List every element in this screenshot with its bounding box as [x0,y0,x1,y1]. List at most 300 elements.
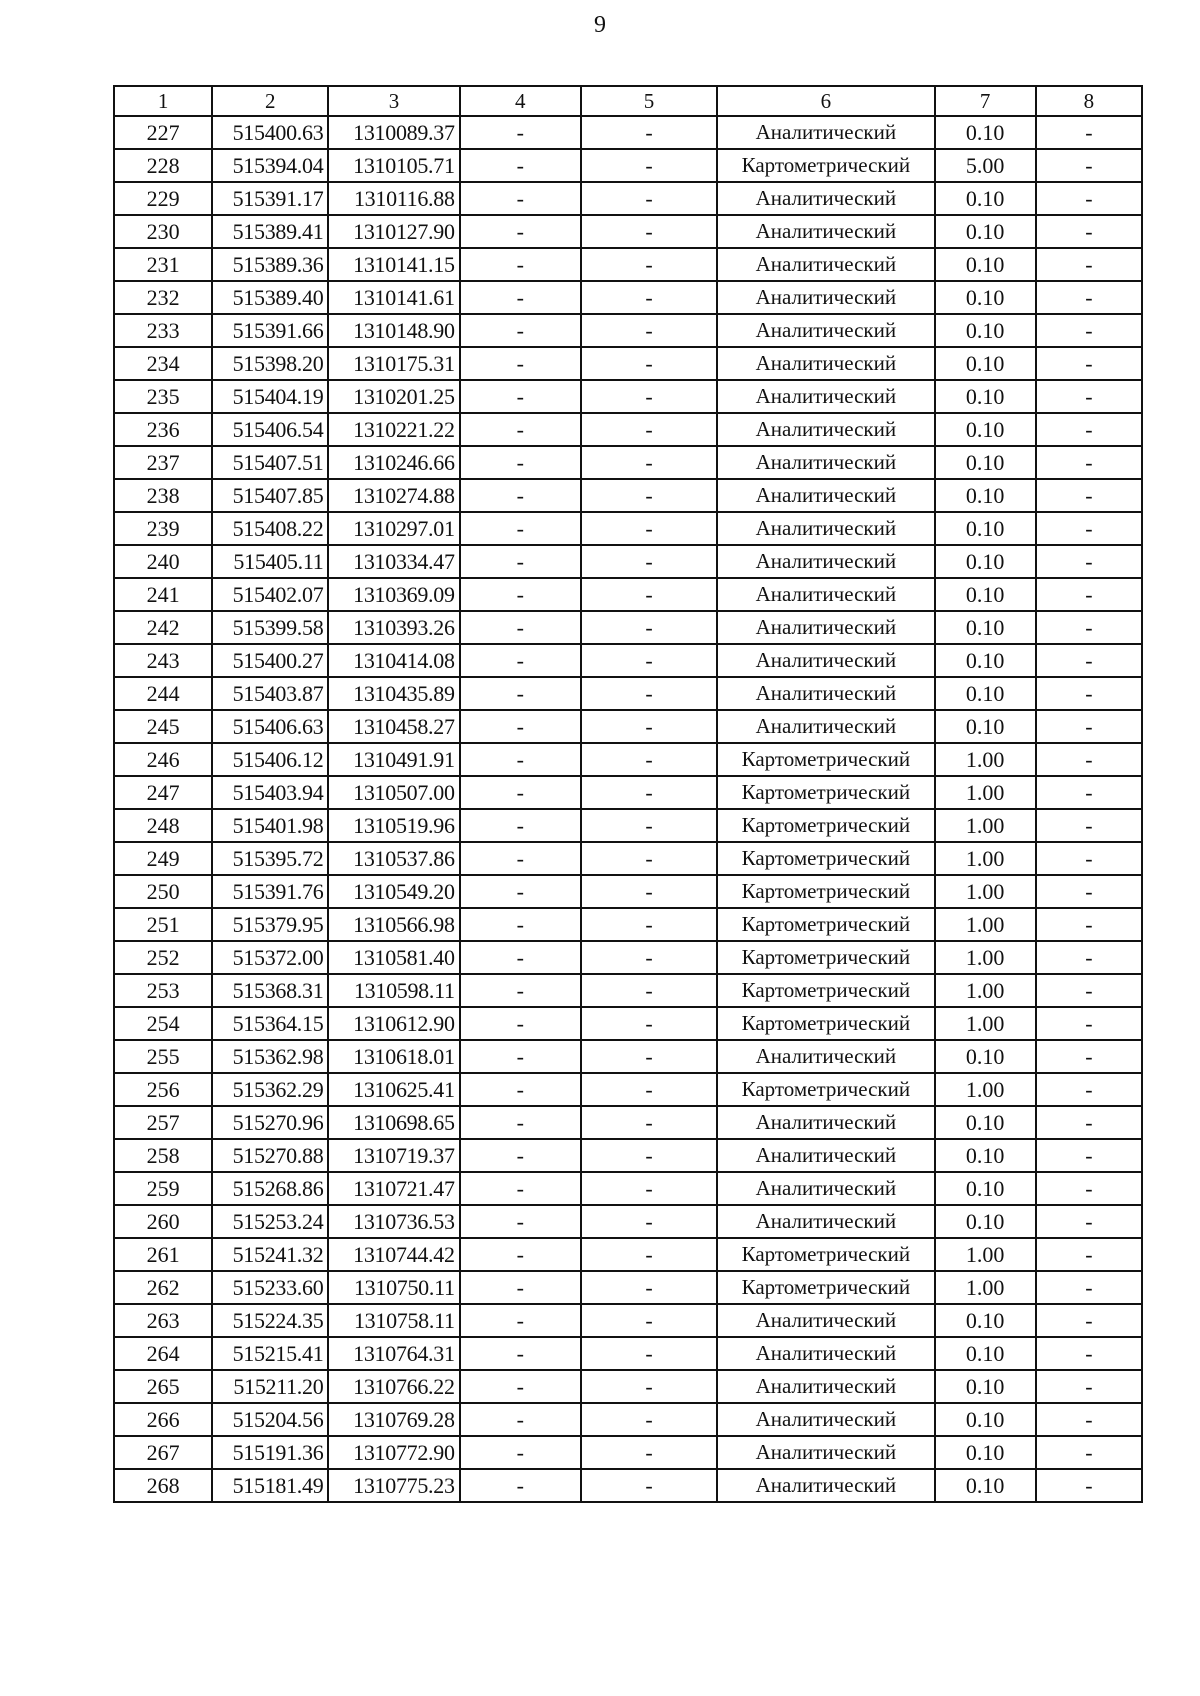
cell-col-5: - [581,1073,717,1106]
cell-point-number: 263 [114,1304,212,1337]
cell-col-4: - [460,380,581,413]
cell-method: Картометрический [717,1007,934,1040]
cell-col-8: - [1036,1040,1142,1073]
cell-point-number: 233 [114,314,212,347]
table-row [114,149,1142,182]
cell-point-number: 238 [114,479,212,512]
cell-x-coordinate: 515399.58 [212,611,328,644]
cell-y-coordinate: 1310458.27 [328,710,459,743]
cell-col-5: - [581,1238,717,1271]
cell-accuracy: 1.00 [935,1271,1036,1304]
cell-y-coordinate: 1310612.90 [328,1007,459,1040]
cell-col-5: - [581,842,717,875]
table-row [114,743,1142,776]
table-row [114,644,1142,677]
table-row [114,842,1142,875]
cell-col-5: - [581,248,717,281]
cell-x-coordinate: 515395.72 [212,842,328,875]
cell-point-number: 253 [114,974,212,1007]
cell-x-coordinate: 515268.86 [212,1172,328,1205]
column-header-8: 8 [1036,86,1142,116]
cell-point-number: 247 [114,776,212,809]
cell-accuracy: 0.10 [935,545,1036,578]
cell-accuracy: 0.10 [935,677,1036,710]
table-row [114,677,1142,710]
cell-x-coordinate: 515408.22 [212,512,328,545]
cell-accuracy: 1.00 [935,941,1036,974]
cell-col-5: - [581,182,717,215]
cell-accuracy: 0.10 [935,578,1036,611]
cell-point-number: 249 [114,842,212,875]
cell-col-5: - [581,149,717,182]
cell-col-8: - [1036,545,1142,578]
cell-col-8: - [1036,644,1142,677]
cell-col-5: - [581,809,717,842]
cell-col-5: - [581,1370,717,1403]
cell-col-5: - [581,347,717,380]
cell-point-number: 258 [114,1139,212,1172]
cell-col-5: - [581,743,717,776]
cell-col-5: - [581,1106,717,1139]
cell-col-8: - [1036,1469,1142,1502]
cell-method: Аналитический [717,1106,934,1139]
cell-x-coordinate: 515204.56 [212,1403,328,1436]
cell-col-8: - [1036,1073,1142,1106]
cell-accuracy: 0.10 [935,1304,1036,1337]
cell-x-coordinate: 515405.11 [212,545,328,578]
cell-col-4: - [460,908,581,941]
cell-y-coordinate: 1310201.25 [328,380,459,413]
column-header-5: 5 [581,86,717,116]
cell-y-coordinate: 1310491.91 [328,743,459,776]
cell-point-number: 256 [114,1073,212,1106]
table-row [114,941,1142,974]
cell-point-number: 239 [114,512,212,545]
cell-x-coordinate: 515400.63 [212,116,328,149]
cell-col-8: - [1036,1304,1142,1337]
cell-method: Аналитический [717,314,934,347]
cell-col-5: - [581,413,717,446]
cell-x-coordinate: 515407.85 [212,479,328,512]
cell-point-number: 261 [114,1238,212,1271]
cell-point-number: 267 [114,1436,212,1469]
cell-y-coordinate: 1310750.11 [328,1271,459,1304]
table-row [114,710,1142,743]
table-row [114,314,1142,347]
cell-point-number: 262 [114,1271,212,1304]
table-row [114,281,1142,314]
cell-point-number: 229 [114,182,212,215]
cell-x-coordinate: 515406.63 [212,710,328,743]
table-row [114,611,1142,644]
cell-col-8: - [1036,1139,1142,1172]
cell-col-5: - [581,1304,717,1337]
table-row [114,974,1142,1007]
cell-method: Аналитический [717,710,934,743]
cell-col-4: - [460,578,581,611]
cell-col-8: - [1036,281,1142,314]
cell-col-8: - [1036,611,1142,644]
cell-method: Аналитический [717,215,934,248]
cell-col-4: - [460,248,581,281]
cell-accuracy: 0.10 [935,446,1036,479]
cell-col-4: - [460,1205,581,1238]
cell-col-8: - [1036,413,1142,446]
cell-col-4: - [460,347,581,380]
cell-col-8: - [1036,875,1142,908]
cell-col-8: - [1036,578,1142,611]
cell-col-8: - [1036,1436,1142,1469]
cell-point-number: 246 [114,743,212,776]
cell-accuracy: 0.10 [935,116,1036,149]
cell-col-8: - [1036,446,1142,479]
coordinates-table [113,85,1143,1503]
cell-col-4: - [460,413,581,446]
cell-method: Картометрический [717,941,934,974]
cell-accuracy: 0.10 [935,1337,1036,1370]
cell-method: Аналитический [717,182,934,215]
cell-method: Аналитический [717,281,934,314]
cell-accuracy: 0.10 [935,1106,1036,1139]
cell-method: Аналитический [717,545,934,578]
cell-col-5: - [581,908,717,941]
cell-col-8: - [1036,149,1142,182]
cell-col-8: - [1036,1238,1142,1271]
cell-col-8: - [1036,1172,1142,1205]
cell-x-coordinate: 515394.04 [212,149,328,182]
cell-col-4: - [460,281,581,314]
cell-accuracy: 1.00 [935,875,1036,908]
cell-accuracy: 0.10 [935,710,1036,743]
cell-x-coordinate: 515401.98 [212,809,328,842]
cell-method: Картометрический [717,842,934,875]
cell-accuracy: 0.10 [935,281,1036,314]
cell-accuracy: 0.10 [935,512,1036,545]
cell-col-5: - [581,677,717,710]
table-row [114,479,1142,512]
cell-y-coordinate: 1310141.61 [328,281,459,314]
cell-method: Аналитический [717,677,934,710]
cell-method: Аналитический [717,1304,934,1337]
cell-method: Картометрический [717,908,934,941]
cell-col-4: - [460,149,581,182]
cell-col-8: - [1036,776,1142,809]
cell-y-coordinate: 1310625.41 [328,1073,459,1106]
cell-y-coordinate: 1310246.66 [328,446,459,479]
cell-x-coordinate: 515404.19 [212,380,328,413]
table-row [114,1271,1142,1304]
cell-col-4: - [460,644,581,677]
column-header-1: 1 [114,86,212,116]
cell-method: Картометрический [717,974,934,1007]
cell-y-coordinate: 1310297.01 [328,512,459,545]
column-header-7: 7 [935,86,1036,116]
cell-accuracy: 0.10 [935,248,1036,281]
cell-point-number: 245 [114,710,212,743]
cell-col-4: - [460,677,581,710]
cell-col-8: - [1036,743,1142,776]
cell-point-number: 264 [114,1337,212,1370]
column-header-2: 2 [212,86,328,116]
cell-col-8: - [1036,1370,1142,1403]
cell-point-number: 244 [114,677,212,710]
cell-col-8: - [1036,182,1142,215]
cell-col-5: - [581,281,717,314]
cell-col-5: - [581,1172,717,1205]
cell-y-coordinate: 1310221.22 [328,413,459,446]
cell-point-number: 241 [114,578,212,611]
cell-col-5: - [581,1205,717,1238]
cell-col-8: - [1036,842,1142,875]
cell-col-4: - [460,215,581,248]
cell-x-coordinate: 515364.15 [212,1007,328,1040]
table-row [114,1007,1142,1040]
cell-accuracy: 0.10 [935,215,1036,248]
cell-accuracy: 0.10 [935,380,1036,413]
cell-col-4: - [460,974,581,1007]
table-row [114,413,1142,446]
cell-col-8: - [1036,380,1142,413]
cell-col-5: - [581,776,717,809]
table-row [114,446,1142,479]
cell-y-coordinate: 1310334.47 [328,545,459,578]
cell-point-number: 259 [114,1172,212,1205]
cell-col-4: - [460,1436,581,1469]
cell-point-number: 235 [114,380,212,413]
table-row [114,809,1142,842]
cell-method: Аналитический [717,248,934,281]
cell-accuracy: 1.00 [935,743,1036,776]
cell-y-coordinate: 1310581.40 [328,941,459,974]
cell-col-4: - [460,743,581,776]
cell-col-4: - [460,479,581,512]
cell-y-coordinate: 1310274.88 [328,479,459,512]
cell-accuracy: 1.00 [935,1073,1036,1106]
cell-accuracy: 0.10 [935,1139,1036,1172]
cell-col-4: - [460,314,581,347]
cell-y-coordinate: 1310698.65 [328,1106,459,1139]
cell-col-8: - [1036,1337,1142,1370]
cell-col-5: - [581,380,717,413]
cell-y-coordinate: 1310775.23 [328,1469,459,1502]
cell-col-5: - [581,314,717,347]
cell-col-4: - [460,182,581,215]
table-row [114,1238,1142,1271]
cell-accuracy: 1.00 [935,1238,1036,1271]
table-row [114,1403,1142,1436]
cell-point-number: 252 [114,941,212,974]
table-header-row [114,86,1142,116]
cell-point-number: 227 [114,116,212,149]
table-row [114,1106,1142,1139]
cell-col-8: - [1036,512,1142,545]
cell-col-5: - [581,710,717,743]
cell-method: Картометрический [717,1073,934,1106]
cell-accuracy: 0.10 [935,611,1036,644]
table-row [114,545,1142,578]
cell-method: Аналитический [717,380,934,413]
table-row [114,182,1142,215]
cell-x-coordinate: 515253.24 [212,1205,328,1238]
cell-point-number: 234 [114,347,212,380]
cell-point-number: 251 [114,908,212,941]
cell-accuracy: 0.10 [935,644,1036,677]
cell-x-coordinate: 515368.31 [212,974,328,1007]
cell-col-4: - [460,1073,581,1106]
cell-col-5: - [581,116,717,149]
table-row [114,1436,1142,1469]
cell-col-4: - [460,545,581,578]
cell-point-number: 228 [114,149,212,182]
cell-method: Аналитический [717,1040,934,1073]
cell-point-number: 248 [114,809,212,842]
cell-col-8: - [1036,974,1142,1007]
cell-col-8: - [1036,116,1142,149]
cell-x-coordinate: 515181.49 [212,1469,328,1502]
table-row [114,512,1142,545]
cell-col-8: - [1036,908,1142,941]
cell-col-4: - [460,611,581,644]
cell-col-8: - [1036,1271,1142,1304]
cell-y-coordinate: 1310744.42 [328,1238,459,1271]
cell-col-8: - [1036,1403,1142,1436]
cell-col-4: - [460,809,581,842]
cell-point-number: 268 [114,1469,212,1502]
cell-x-coordinate: 515233.60 [212,1271,328,1304]
column-header-6: 6 [717,86,934,116]
cell-accuracy: 0.10 [935,413,1036,446]
cell-col-5: - [581,578,717,611]
cell-col-4: - [460,1139,581,1172]
cell-y-coordinate: 1310414.08 [328,644,459,677]
table-row [114,215,1142,248]
cell-col-4: - [460,1403,581,1436]
cell-method: Аналитический [717,611,934,644]
cell-col-8: - [1036,479,1142,512]
cell-point-number: 266 [114,1403,212,1436]
table-row [114,875,1142,908]
cell-x-coordinate: 515398.20 [212,347,328,380]
cell-accuracy: 1.00 [935,1007,1036,1040]
cell-point-number: 242 [114,611,212,644]
cell-col-4: - [460,116,581,149]
cell-x-coordinate: 515402.07 [212,578,328,611]
table-row [114,1073,1142,1106]
cell-col-4: - [460,1469,581,1502]
cell-x-coordinate: 515270.96 [212,1106,328,1139]
table-row [114,1172,1142,1205]
cell-col-5: - [581,545,717,578]
cell-col-4: - [460,1007,581,1040]
cell-x-coordinate: 515389.36 [212,248,328,281]
cell-col-8: - [1036,941,1142,974]
cell-point-number: 260 [114,1205,212,1238]
cell-y-coordinate: 1310148.90 [328,314,459,347]
table-row [114,578,1142,611]
cell-method: Картометрический [717,743,934,776]
table-row [114,1370,1142,1403]
cell-col-4: - [460,941,581,974]
cell-y-coordinate: 1310598.11 [328,974,459,1007]
cell-col-5: - [581,941,717,974]
cell-col-4: - [460,1304,581,1337]
cell-accuracy: 0.10 [935,1040,1036,1073]
cell-y-coordinate: 1310537.86 [328,842,459,875]
cell-accuracy: 1.00 [935,842,1036,875]
cell-y-coordinate: 1310393.26 [328,611,459,644]
cell-point-number: 255 [114,1040,212,1073]
cell-y-coordinate: 1310566.98 [328,908,459,941]
cell-col-5: - [581,1271,717,1304]
cell-method: Аналитический [717,1337,934,1370]
cell-col-8: - [1036,314,1142,347]
cell-method: Аналитический [717,512,934,545]
cell-y-coordinate: 1310141.15 [328,248,459,281]
cell-col-5: - [581,1040,717,1073]
cell-method: Аналитический [717,1469,934,1502]
cell-col-5: - [581,974,717,1007]
cell-col-4: - [460,710,581,743]
cell-method: Аналитический [717,1436,934,1469]
cell-y-coordinate: 1310507.00 [328,776,459,809]
cell-y-coordinate: 1310127.90 [328,215,459,248]
cell-col-8: - [1036,809,1142,842]
cell-col-8: - [1036,215,1142,248]
cell-x-coordinate: 515362.29 [212,1073,328,1106]
cell-method: Аналитический [717,479,934,512]
table-row [114,1469,1142,1502]
cell-col-8: - [1036,248,1142,281]
cell-y-coordinate: 1310089.37 [328,116,459,149]
cell-method: Картометрический [717,1271,934,1304]
cell-col-4: - [460,1337,581,1370]
cell-y-coordinate: 1310116.88 [328,182,459,215]
cell-point-number: 231 [114,248,212,281]
cell-point-number: 257 [114,1106,212,1139]
cell-y-coordinate: 1310769.28 [328,1403,459,1436]
cell-col-5: - [581,1403,717,1436]
cell-y-coordinate: 1310764.31 [328,1337,459,1370]
cell-method: Аналитический [717,347,934,380]
table-row [114,116,1142,149]
cell-method: Аналитический [717,644,934,677]
cell-x-coordinate: 515241.32 [212,1238,328,1271]
table-row [114,347,1142,380]
cell-method: Аналитический [717,1370,934,1403]
cell-point-number: 240 [114,545,212,578]
cell-point-number: 232 [114,281,212,314]
cell-x-coordinate: 515191.36 [212,1436,328,1469]
cell-col-5: - [581,1007,717,1040]
cell-accuracy: 0.10 [935,1469,1036,1502]
table-row [114,380,1142,413]
cell-col-4: - [460,776,581,809]
cell-col-5: - [581,1337,717,1370]
table-row [114,1205,1142,1238]
cell-x-coordinate: 515403.94 [212,776,328,809]
table-row [114,1304,1142,1337]
cell-accuracy: 5.00 [935,149,1036,182]
table-row [114,908,1142,941]
cell-point-number: 230 [114,215,212,248]
cell-x-coordinate: 515389.40 [212,281,328,314]
cell-accuracy: 0.10 [935,1370,1036,1403]
cell-x-coordinate: 515270.88 [212,1139,328,1172]
cell-accuracy: 0.10 [935,1403,1036,1436]
cell-point-number: 243 [114,644,212,677]
cell-y-coordinate: 1310175.31 [328,347,459,380]
cell-method: Картометрический [717,149,934,182]
